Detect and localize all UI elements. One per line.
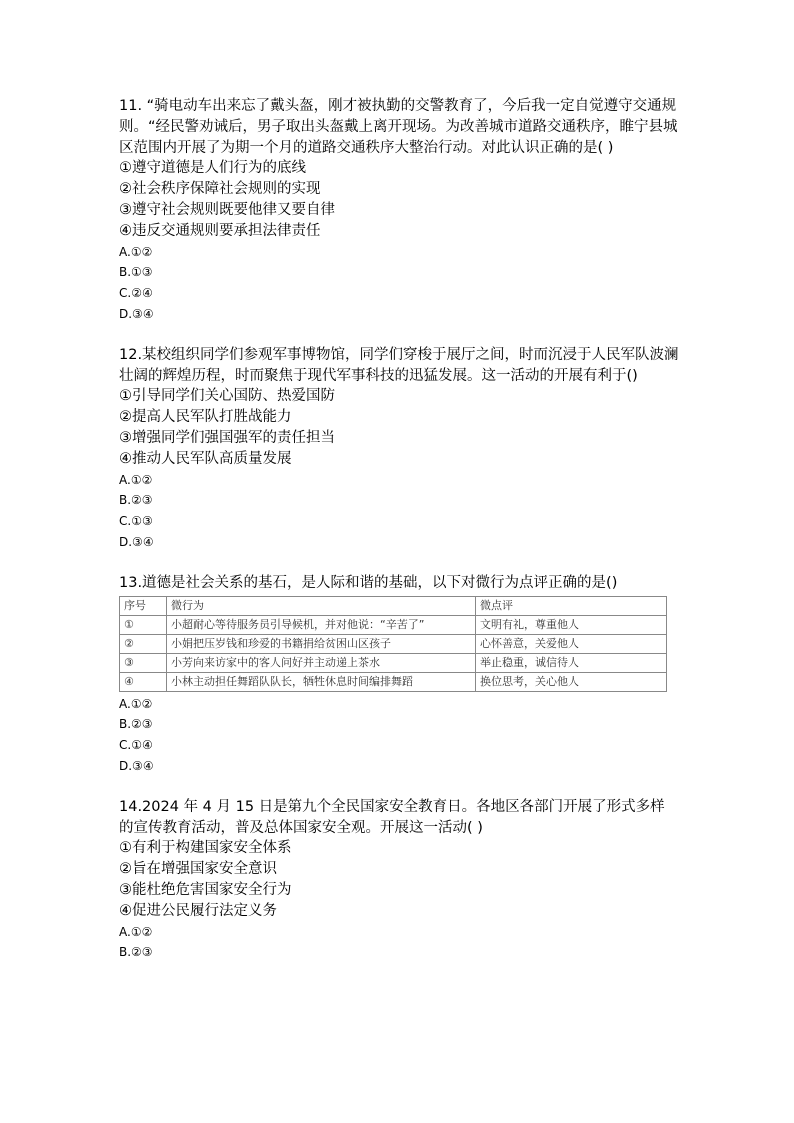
statement: ②社会秩序保障社会规则的实现: [119, 181, 321, 198]
answer-option: B.②③: [119, 717, 153, 732]
question-12: [119, 345, 679, 553]
table-cell: ③: [120, 653, 167, 672]
answer-option: C.①④: [119, 738, 153, 753]
answer-option: B.②③: [119, 945, 153, 960]
statement: ③增强同学们强国强军的责任担当: [119, 429, 335, 446]
statement: ①引导同学们关心国防、热爱国防: [119, 388, 335, 405]
question-14: [119, 797, 679, 963]
answer-option: A.①②: [119, 924, 153, 939]
table-cell: 换位思考，关心他人: [476, 672, 667, 691]
answer-option: A.①②: [119, 244, 153, 259]
answer-option: C.②④: [119, 286, 153, 301]
answer-option: A.①②: [119, 472, 153, 487]
table-cell: 举止稳重，诚信待人: [476, 653, 667, 672]
table-row: [120, 615, 667, 634]
question-stem: 11. “骑电动车出来忘了戴头盔，刚才被执勤的交警教育了，今后我一定自觉遵守交通规则。“经民警劝诫后，男子取出头盔戴上离开现场。为改善城市道路交通秩序，睢宁县城区范围内开展了为期一个月的道路交通秩序大整治行动。对此认识正确的是( ): [119, 98, 678, 156]
answer-option: D.③④: [119, 306, 154, 321]
comment-table: [119, 596, 667, 692]
document-page: [119, 96, 679, 983]
question-stem: 12.某校组织同学们参观军事博物馆，同学们穿梭于展厅之间，时而沉浸于人民军队波澜壮阔的辉煌历程，时而聚焦于现代军事科技的迅猛发展。这一活动的开展有利于(): [119, 346, 679, 384]
answer-option: C.①③: [119, 514, 153, 529]
table-header: 微行为: [167, 596, 476, 615]
statement: ④推动人民军队高质量发展: [119, 450, 292, 467]
table-header: 序号: [120, 596, 167, 615]
table-header: 微点评: [476, 596, 667, 615]
answer-option: B.①③: [119, 265, 153, 280]
answer-option: D.③④: [119, 534, 154, 549]
question-13: [119, 573, 679, 777]
table-cell: 小林主动担任舞蹈队队长，牺牲休息时间编排舞蹈: [167, 672, 476, 691]
question-stem: 14.2024 年 4 月 15 日是第九个全民国家安全教育日。各地区各部门开展了形式多样的宣传教育活动，普及总体国家安全观。开展这一活动( ): [119, 798, 665, 836]
statement: ①遵守道德是人们行为的底线: [119, 160, 306, 177]
table-cell: 心怀善意，关爱他人: [476, 634, 667, 653]
table-cell: 小超耐心等待服务员引导候机，并对他说：“辛苦了”: [167, 615, 476, 634]
answer-option: D.③④: [119, 758, 154, 773]
table-cell: ②: [120, 634, 167, 653]
table-header-row: [120, 596, 667, 615]
table-row: [120, 672, 667, 691]
statement: ①有利于构建国家安全体系: [119, 840, 292, 857]
statement: ③遵守社会规则既要他律又要自律: [119, 201, 335, 218]
table-cell: 文明有礼，尊重他人: [476, 615, 667, 634]
table-row: [120, 653, 667, 672]
statement: ④促进公民履行法定义务: [119, 902, 277, 919]
table-cell: 小芳向来访家中的客人问好并主动递上茶水: [167, 653, 476, 672]
statement: ③能杜绝危害国家安全行为: [119, 881, 292, 898]
table-row: [120, 634, 667, 653]
question-stem: 13.道德是社会关系的基石，是人际和谐的基础，以下对微行为点评正确的是(): [119, 574, 618, 591]
answer-option: B.②③: [119, 493, 153, 508]
question-11: [119, 96, 679, 325]
table-cell: 小娟把压岁钱和珍爱的书籍捐给贫困山区孩子: [167, 634, 476, 653]
statement: ②提高人民军队打胜战能力: [119, 409, 292, 426]
statement: ②旨在增强国家安全意识: [119, 861, 277, 878]
statement: ④违反交通规则要承担法律责任: [119, 222, 321, 239]
table-cell: ①: [120, 615, 167, 634]
answer-option: A.①②: [119, 696, 153, 711]
table-cell: ④: [120, 672, 167, 691]
